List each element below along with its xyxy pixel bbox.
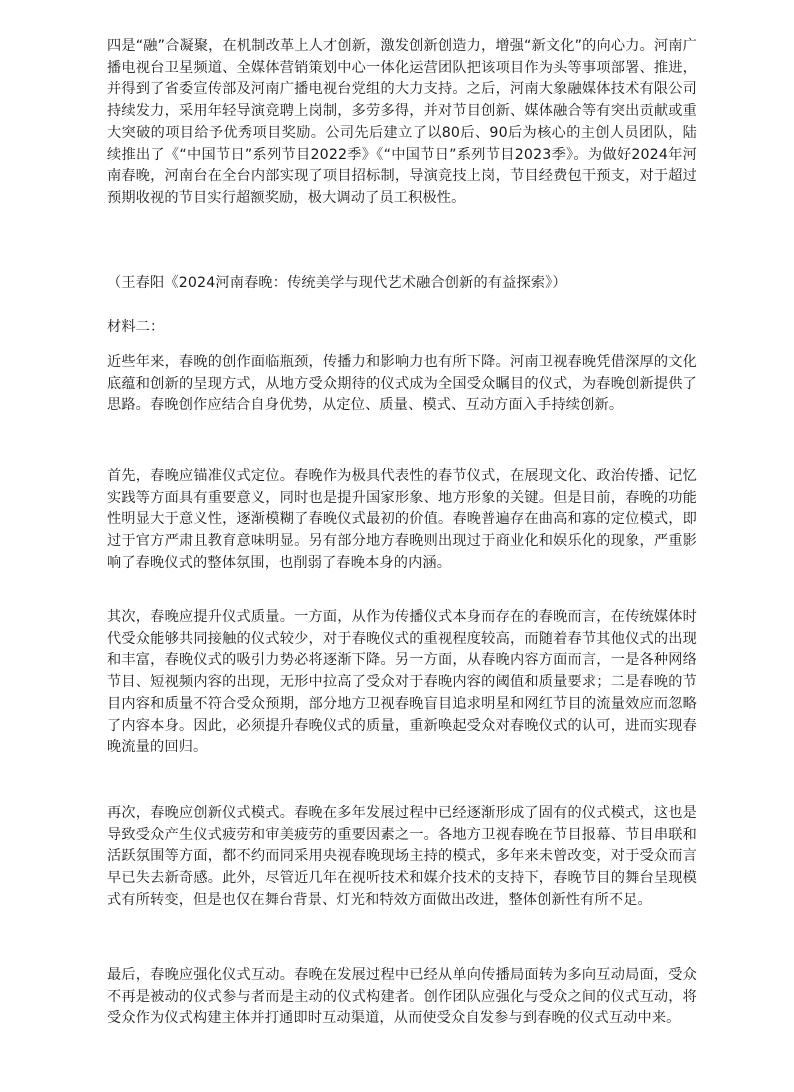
paragraph-interaction: 最后，春晚应强化仪式互动。春晚在发展过程中已经从单向传播局面转为多向互动局面，受众不再是被动的仪式参与者而是主动的仪式构建者。创作团队应强化与受众之间的仪式互动，将受众作为仪式构建主体并打通即时互动渠道，从而使受众自发参与到春晚的仪式互动中来。 xyxy=(107,967,697,1027)
paragraph-intro: 近些年来，春晚的创作面临瓶颈，传播力和影响力也有所下降。河南卫视春晚凭借深厚的文化底蕴和创新的呈现方式，从地方受众期待的仪式成为全国受众瞩目的仪式，为春晚创新提供了思路。春晚创作应结合自身优势，从定位、质量、模式、互动方面入手持续创新。 xyxy=(107,354,697,414)
paragraph-positioning: 首先，春晚应锚准仪式定位。春晚作为极具代表性的春节仪式，在展现文化、政治传播、记忆实践等方面具有重要意义，同时也是提升国家形象、地方形象的关键。但是目前，春晚的功能性明显大于意义性，逐渐模糊了春晚仪式最初的价值。春晚普遍存在曲高和寡的定位模式，即过于官方严肃且教育意味明显。另有部分地方春晚则出现过于商业化和娱乐化的现象，严重影响了春晚仪式的整体氛围，也削弱了春晚本身的内涵。 xyxy=(107,468,697,571)
source-citation: （王春阳《2024河南春晚：传统美学与现代艺术融合创新的有益探索》） xyxy=(107,275,567,291)
material-label: 材料二： xyxy=(107,319,165,335)
paragraph-talent-innovation: 四是“融”合凝聚，在机制改革上人才创新，激发创新创造力，增强“新文化”的向心力。河南广播电视台卫星频道、全媒体营销策划中心一体化运营团队把该项目作为头等事项部署、推进，并得到了省委宣传部及河南广播电视台党组的大力支持。之后，河南大象融媒体技术有限公司持续发力，采用年轻导演竞聘上岗制，多劳多得，并对节目创新、媒体融合等有突出贡献或重大突破的项目给予优秀项目奖励。公司先后建立了以80后、90后为核心的主创人员团队，陆续推出了《“中国节日”系列节目2022季》《“中国节日”系列节目2023季》。为做好2024年河南春晚，河南台在全台内部实现了项目招标制，导演竞技上岗，节目经费包干预支，对于超过预期收视的节目实行超额奖励，极大调动了员工积极性。 xyxy=(107,38,697,206)
paragraph-mode: 再次，春晚应创新仪式模式。春晚在多年发展过程中已经逐渐形成了固有的仪式模式，这也是导致受众产生仪式疲劳和审美疲劳的重要因素之一。各地方卫视春晚在节目报幕、节目串联和活跃氛围等方面，都不约而同采用央视春晚现场主持的模式，多年来未曾改变，对于受众而言早已失去新奇感。此外，尽管近几年在视听技术和媒介技术的支持下，春晚节目的舞台呈现模式有所转变，但是也仅在舞台背景、灯光和特效方面做出改进，整体创新性有所不足。 xyxy=(107,805,697,908)
paragraph-quality: 其次，春晚应提升仪式质量。一方面，从作为传播仪式本身而存在的春晚而言，在传统媒体时代受众能够共同接触的仪式较少，对于春晚仪式的重视程度较高，而随着春节其他仪式的出现和丰富，春晚仪式的吸引力势必将逐渐下降。另一方面，从春晚内容方面而言，一是各种网络节目、短视频内容的出现，无形中拉高了受众对于春晚内容的阈值和质量要求；二是春晚的节目内容和质量不符合受众预期，部分地方卫视春晚盲目追求明星和网红节目的流量效应而忽略了内容本身。因此，必须提升春晚仪式的质量，重新唤起受众对春晚仪式的认可，进而实现春晚流量的回归。 xyxy=(107,609,697,756)
